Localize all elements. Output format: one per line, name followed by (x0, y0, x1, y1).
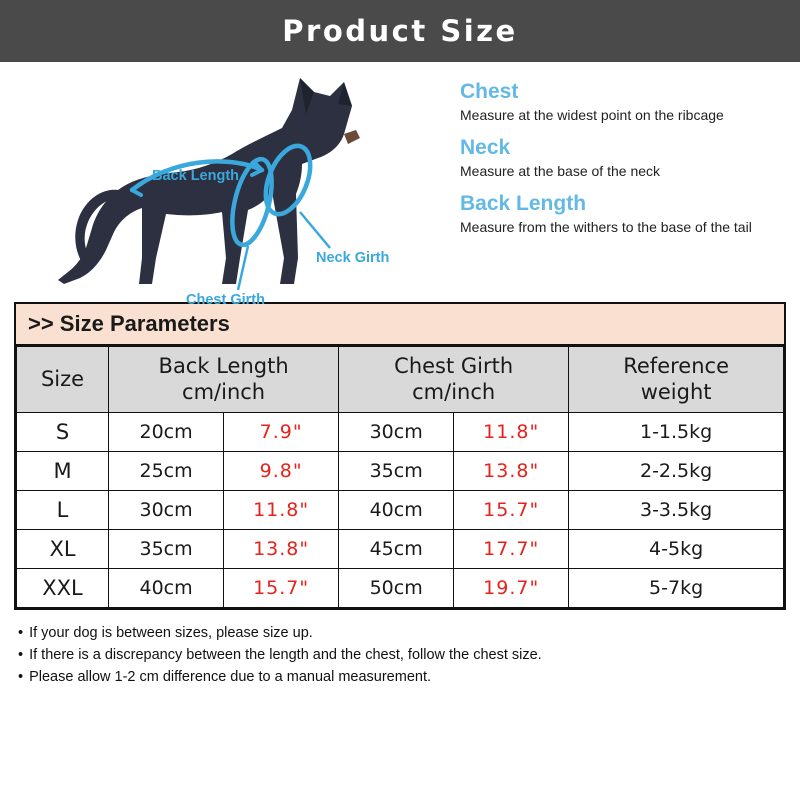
cell-back-length-inch: 11.8" (224, 490, 339, 529)
note-text: If there is a discrepancy between the length and the chest, follow the chest size. (29, 646, 542, 663)
cell-size: M (17, 451, 109, 490)
bullet-icon: • (18, 669, 24, 686)
table-row (17, 529, 784, 568)
cell-size: L (17, 490, 109, 529)
definition-back-length-text: Measure from the withers to the base of the tail (460, 219, 752, 236)
measurement-diagram-section (0, 62, 800, 308)
header-back-length (109, 347, 339, 413)
dog-illustration-panel (0, 62, 460, 308)
label-chest-girth: Chest Girth (186, 292, 265, 308)
definition-back-length (460, 192, 800, 236)
cell-chest-girth-cm: 30cm (339, 412, 454, 451)
cell-back-length-cm: 35cm (109, 529, 224, 568)
cell-back-length-inch: 13.8" (224, 529, 339, 568)
table-row (17, 568, 784, 607)
bullet-icon: • (18, 624, 24, 641)
cell-chest-girth-cm: 45cm (339, 529, 454, 568)
header-reference-weight-main: Reference (623, 354, 729, 378)
cell-back-length-cm: 20cm (109, 412, 224, 451)
table-row (17, 412, 784, 451)
header-reference-weight-unit: weight (640, 380, 712, 405)
cell-back-length-cm: 40cm (109, 568, 224, 607)
label-back-length: Back Length (152, 168, 240, 184)
header-reference-weight (569, 347, 784, 413)
size-parameters-table (14, 302, 786, 610)
cell-reference-weight: 4-5kg (569, 529, 784, 568)
label-neck-girth: Neck Girth (316, 250, 390, 266)
definition-chest-text: Measure at the widest point on the ribcage (460, 107, 724, 123)
cell-size: XL (17, 529, 109, 568)
cell-chest-girth-inch: 11.8" (454, 412, 569, 451)
definition-neck (460, 136, 800, 180)
header-chest-girth-main: Chest Girth (394, 354, 514, 378)
note-item (18, 666, 782, 688)
cell-back-length-inch: 7.9" (224, 412, 339, 451)
cell-chest-girth-inch: 13.8" (454, 451, 569, 490)
header-chest-girth-unit: cm/inch (412, 380, 496, 405)
cell-chest-girth-inch: 17.7" (454, 529, 569, 568)
cell-size: S (17, 412, 109, 451)
header-chest-girth (339, 347, 569, 413)
definition-neck-title: Neck (460, 136, 511, 160)
header-back-length-main: Back Length (158, 354, 289, 378)
cell-size: XXL (17, 568, 109, 607)
definition-back-length-title: Back Length (460, 192, 587, 216)
cell-chest-girth-cm: 35cm (339, 451, 454, 490)
table-row (17, 490, 784, 529)
bullet-icon: • (18, 646, 24, 663)
page-header (0, 0, 800, 62)
cell-back-length-cm: 25cm (109, 451, 224, 490)
cell-reference-weight: 1-1.5kg (569, 412, 784, 451)
table-row (17, 451, 784, 490)
cell-chest-girth-inch: 15.7" (454, 490, 569, 529)
header-back-length-unit: cm/inch (182, 380, 266, 405)
cell-chest-girth-inch: 19.7" (454, 568, 569, 607)
cell-reference-weight: 3-3.5kg (569, 490, 784, 529)
note-text: If your dog is between sizes, please size up. (29, 624, 313, 641)
cell-chest-girth-cm: 50cm (339, 568, 454, 607)
cell-back-length-cm: 30cm (109, 490, 224, 529)
cell-chest-girth-cm: 40cm (339, 490, 454, 529)
notes-section (18, 622, 782, 689)
cell-reference-weight: 2-2.5kg (569, 451, 784, 490)
header-size: Size (17, 347, 109, 413)
definitions-panel (460, 62, 800, 302)
table-header-row (17, 347, 784, 413)
definition-chest (460, 80, 800, 124)
note-item (18, 622, 782, 644)
page-title: Product Size (282, 14, 518, 48)
cell-back-length-inch: 9.8" (224, 451, 339, 490)
definition-chest-title: Chest (460, 80, 519, 103)
size-table-title: >> Size Parameters (16, 304, 784, 346)
cell-back-length-inch: 15.7" (224, 568, 339, 607)
note-text: Please allow 1-2 cm difference due to a manual measurement. (29, 669, 431, 686)
cell-reference-weight: 5-7kg (569, 568, 784, 607)
definition-neck-text: Measure at the base of the neck (460, 163, 661, 180)
size-table (16, 346, 784, 608)
note-item (18, 644, 782, 666)
